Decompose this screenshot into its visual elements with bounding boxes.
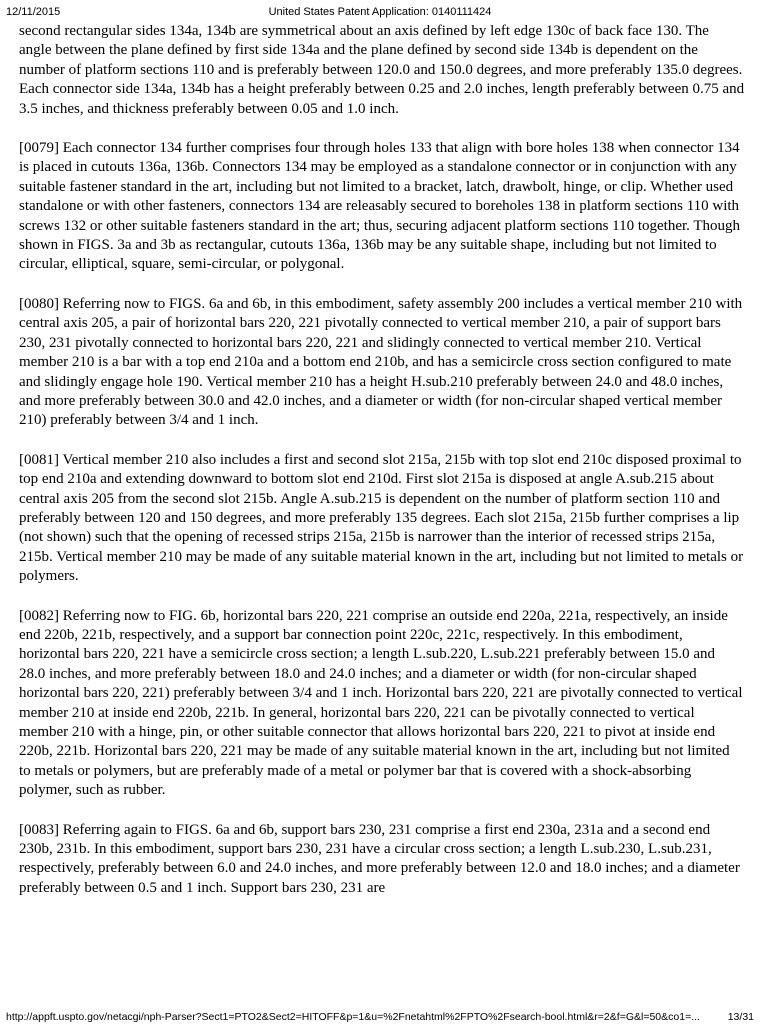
page-number: 13/31 [727,1011,754,1023]
print-date: 12/11/2015 [6,6,61,18]
paragraph-0080: [0080] Referring now to FIGS. 6a and 6b, in this embodiment, safety assembly 200 includes a vertical member 210 with central axis 205, a pair of horizontal bars 220, 221 pivotally connected to vertical member 210, a pair of support bars 230, 231 pivotally connected to horizontal bars 220, 221 and slidingly connected to vertical member 210. Vertical member 210 is a bar with a top end 210a and a bottom end 210b, and has a semicircle cross section configured to mate and slidingly engage hole 190. Vertical member 210 has a height H.sub.210 preferably between 24.0 and 48.0 inches, and more preferably between 30.0 and 42.0 inches, and a diameter or width (for non-circular shaped vertical member 210) preferably between 3/4 and 1 inch. [19,295,743,429]
document-body [19,22,745,918]
paragraph-continuation: second rectangular sides 134a, 134b are symmetrical about an axis defined by left edge 130c of back face 130. The angle between the plane defined by first side 134a and the plane defined by second side 134b is dependent on the number of platform sections 110 and is preferably between 120.0 and 150.0 degrees, and more preferably 135.0 degrees. Each connector side 134a, 134b has a height preferably between 0.25 and 2.0 inches, length preferably between 0.75 and 3.5 inches, and thickness preferably between 0.05 and 1.0 inch. [19,23,745,117]
paragraph-0082: [0082] Referring now to FIG. 6b, horizontal bars 220, 221 comprise an outside end 220a, 221a, respectively, an inside end 220b, 221b, respectively, and a support bar connection point 220c, 221c, respectively. In this embodiment, horizontal bars 220, 221 have a semicircle cross section; a length L.sub.220, L.sub.221 preferably between 15.0 and 28.0 inches, and more preferably between 18.0 and 24.0 inches; and a diameter or width (for non-circular shaped horizontal bars 220, 221) preferably between 3/4 and 1 inch. Horizontal bars 220, 221 are pivotally connected to vertical member 210 at inside end 220b, 221b. In general, horizontal bars 220, 221 can be pivotally connected to vertical member 210 with a hinge, pin, or other suitable connector that allows horizontal bars 220, 221 to pivot at inside end 220b, 221b. Horizontal bars 220, 221 may be made of any suitable material known in the art, including but not limited to metals or polymers, but are preferably made of a metal or polymer bar that is covered with a shock-absorbing polymer, such as rubber. [19,607,743,799]
paragraph-0083: [0083] Referring again to FIGS. 6a and 6b, support bars 230, 231 comprise a first end 230a, 231a and a second end 230b, 231b. In this embodiment, support bars 230, 231 have a circular cross section; a length L.sub.230, L.sub.231, respectively, preferably between 6.0 and 24.0 inches, and more preferably between 12.0 and 18.0 inches; and a diameter preferably between 0.5 and 1 inch. Support bars 230, 231 are [19,821,740,896]
print-header [6,4,754,20]
document-title: United States Patent Application: 0140111424 [268,6,492,18]
source-url: http://appft.uspto.gov/netacgi/nph-Parser?Sect1=PTO2&Sect2=HITOFF&p=1&u=%2Fnetahtml%2FPTO%2Fsearch-bool.html&r=2&f=G&l=50&co1=... [6,1011,700,1023]
print-footer [6,1009,754,1025]
paragraph-0081: [0081] Vertical member 210 also includes a first and second slot 215a, 215b with top slot end 210c disposed proximal to top end 210a and extending downward to bottom slot end 210d. First slot 215a is disposed at angle A.sub.215 about central axis 205 from the second slot 215b. Angle A.sub.215 is dependent on the number of platform section 110 and preferably between 120 and 150 degrees, and more preferably 135 degrees. Each slot 215a, 215b further comprises a lip (not shown) such that the opening of recessed strips 215a, 215b is narrower than the interior of recessed strips 215a, 215b. Vertical member 210 may be made of any suitable material known in the art, including but not limited to metals or polymers. [19,451,744,585]
paragraph-0079: [0079] Each connector 134 further comprises four through holes 133 that align with bore holes 138 when connector 134 is placed in cutouts 136a, 136b. Connectors 134 may be employed as a standalone connector or in conjunction with any suitable fastener standard in the art, including but not limited to a bracket, latch, drawbolt, hinge, or clip. Whether used standalone or with other fasteners, connectors 134 are releasably secured to boreholes 138 in platform sections 110 with screws 132 or other suitable fasteners standard in the art; thus, securing adjacent platform sections 110 together. Though shown in FIGS. 3a and 3b as rectangular, cutouts 136a, 136b may be any suitable shape, including but not limited to circular, elliptical, square, semi-circular, or polygonal. [19,140,741,273]
